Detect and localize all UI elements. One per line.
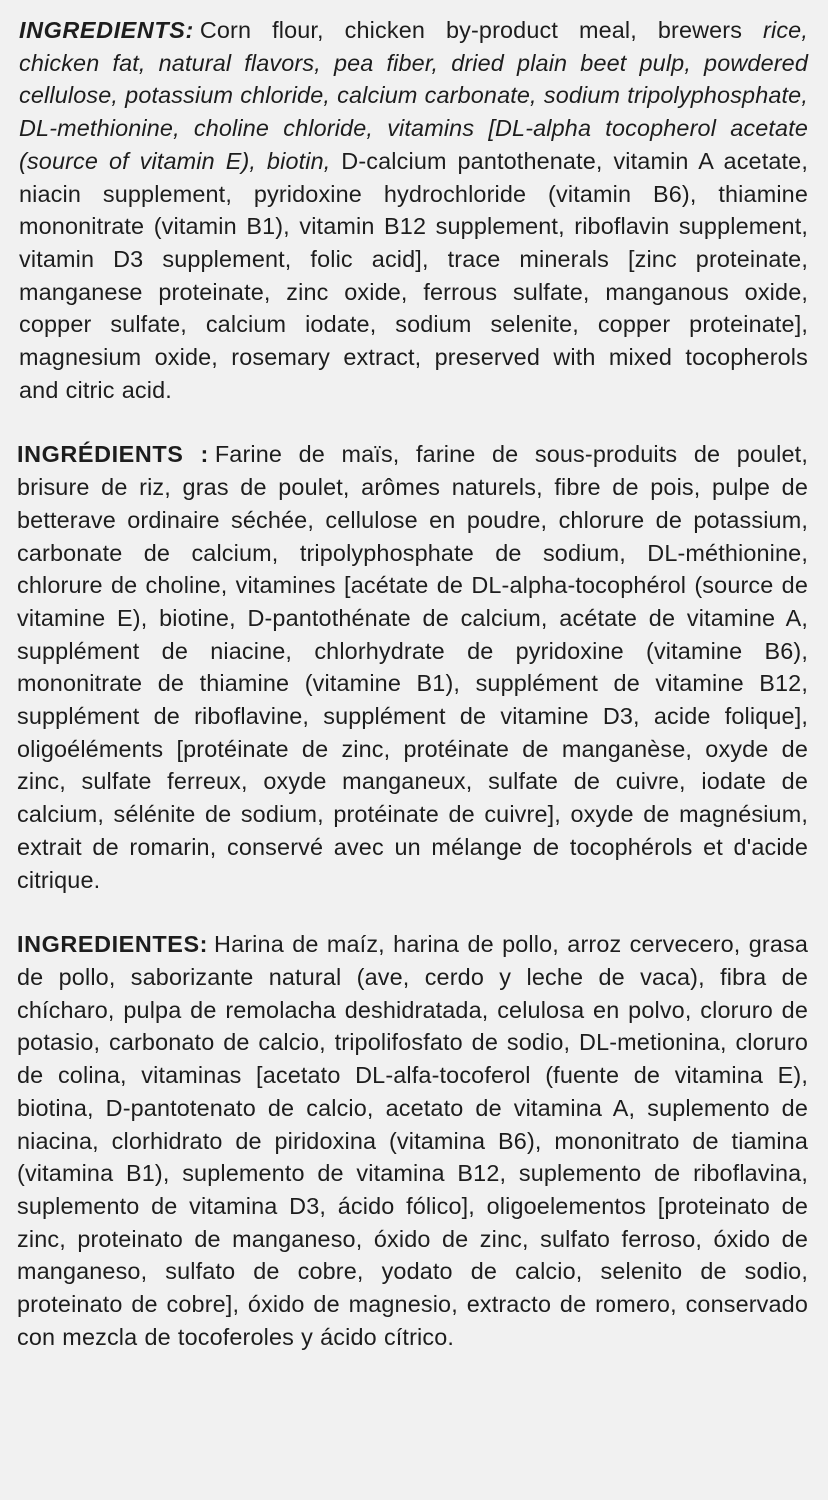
ingredients-spanish-body: Harina de maíz, harina de pollo, arroz cervecero, grasa de pollo, saborizante natural (ave, cerdo y leche de vaca), fibra de chícharo, pulpa de remolacha deshidratada, celulosa en polvo, cloruro de potasio, carbonato de calcio, tripolifosfato de sodio, DL-metionina, cloruro de colina, vitaminas [acetato DL-alfa-tocoferol (fuente de vitamina E), biotina, D-pantotenato de calcio, acetato de vitamina A, suplemento de niacina, clorhidrato de piridoxina (vitamina B6), mononitrato de tiamina (vitamina B1), suplemento de vitamina B12, suplemento de riboflavina, suplemento de vitamina D3, ácido fólico], oligoelementos [proteinato de zinc, proteinato de manganeso, óxido de zinc, sulfato ferroso, óxido de manganeso, sulfato de cobre, yodato de calcio, selenito de sodio, proteinato de cobre], óxido de magnesio, extracto de romero, conservado con mezcla de tocoferoles y ácido cítrico.	[17, 931, 808, 1350]
ingredients-spanish	[17, 928, 808, 1353]
ingredients-spanish-heading: INGREDIENTES:	[17, 931, 209, 958]
ingredients-english	[17, 14, 808, 406]
ingredients-french-body: Farine de maïs, farine de sous-produits de poulet, brisure de riz, gras de poulet, arômes naturels, fibre de pois, pulpe de betterave ordinaire séchée, cellulose en poudre, chlorure de potassium, carbonate de calcium, tripolyphosphate de sodium, DL-méthionine, chlorure de choline, vitamines [acétate de DL-alpha-tocophérol (source de vitamine E), biotine, D-pantothénate de calcium, acétate de vitamine A, supplément de niacine, chlorhydrate de pyridoxine (vitamine B6), mononitrate de thiamine (vitamine B1), supplément de vitamine B12, supplément de riboflavine, supplément de vitamine D3, acide folique], oligoéléments [protéinate de zinc, protéinate de manganèse, oxyde de zinc, sulfate ferreux, oxyde manganeux, sulfate de cuivre, iodate de calcium, sélénite de sodium, protéinate de cuivre], oxyde de magnésium, extrait de romarin, conservé avec un mélange de tocophérols et d'acide citrique.	[17, 441, 808, 893]
ingredients-english-heading: INGREDIENTS:	[19, 17, 194, 43]
ingredients-english-body: D-calcium pantothenate, vitamin A acetate, niacin supplement, pyridoxine hydrochloride (vitamin B6), thiamine mononitrate (vitamin B1), vitamin B12 supplement, riboflavin supplement, vitamin D3 supplement, folic acid], trace minerals [zinc proteinate, manganese proteinate, zinc oxide, ferrous sulfate, manganous oxide, copper sulfate, calcium iodate, sodium selenite, copper proteinate], magnesium oxide, rosemary extract, preserved with mixed tocopherols and citric acid.	[19, 147, 808, 403]
ingredients-english-lead: Corn flour, chicken by-product meal, brewers	[199, 17, 743, 43]
ingredients-english-italic: rice, chicken fat, natural flavors, pea fiber, dried plain beet pulp, powdered cellulose, potassium chloride, calcium carbonate, sodium tripolyphosphate, DL-methionine, choline chloride, vitamins [DL-alpha tocopherol acetate (source of vitamin E), biotin,	[19, 17, 808, 174]
ingredients-french-heading: INGRÉDIENTS :	[17, 441, 209, 468]
ingredients-french	[17, 438, 808, 896]
